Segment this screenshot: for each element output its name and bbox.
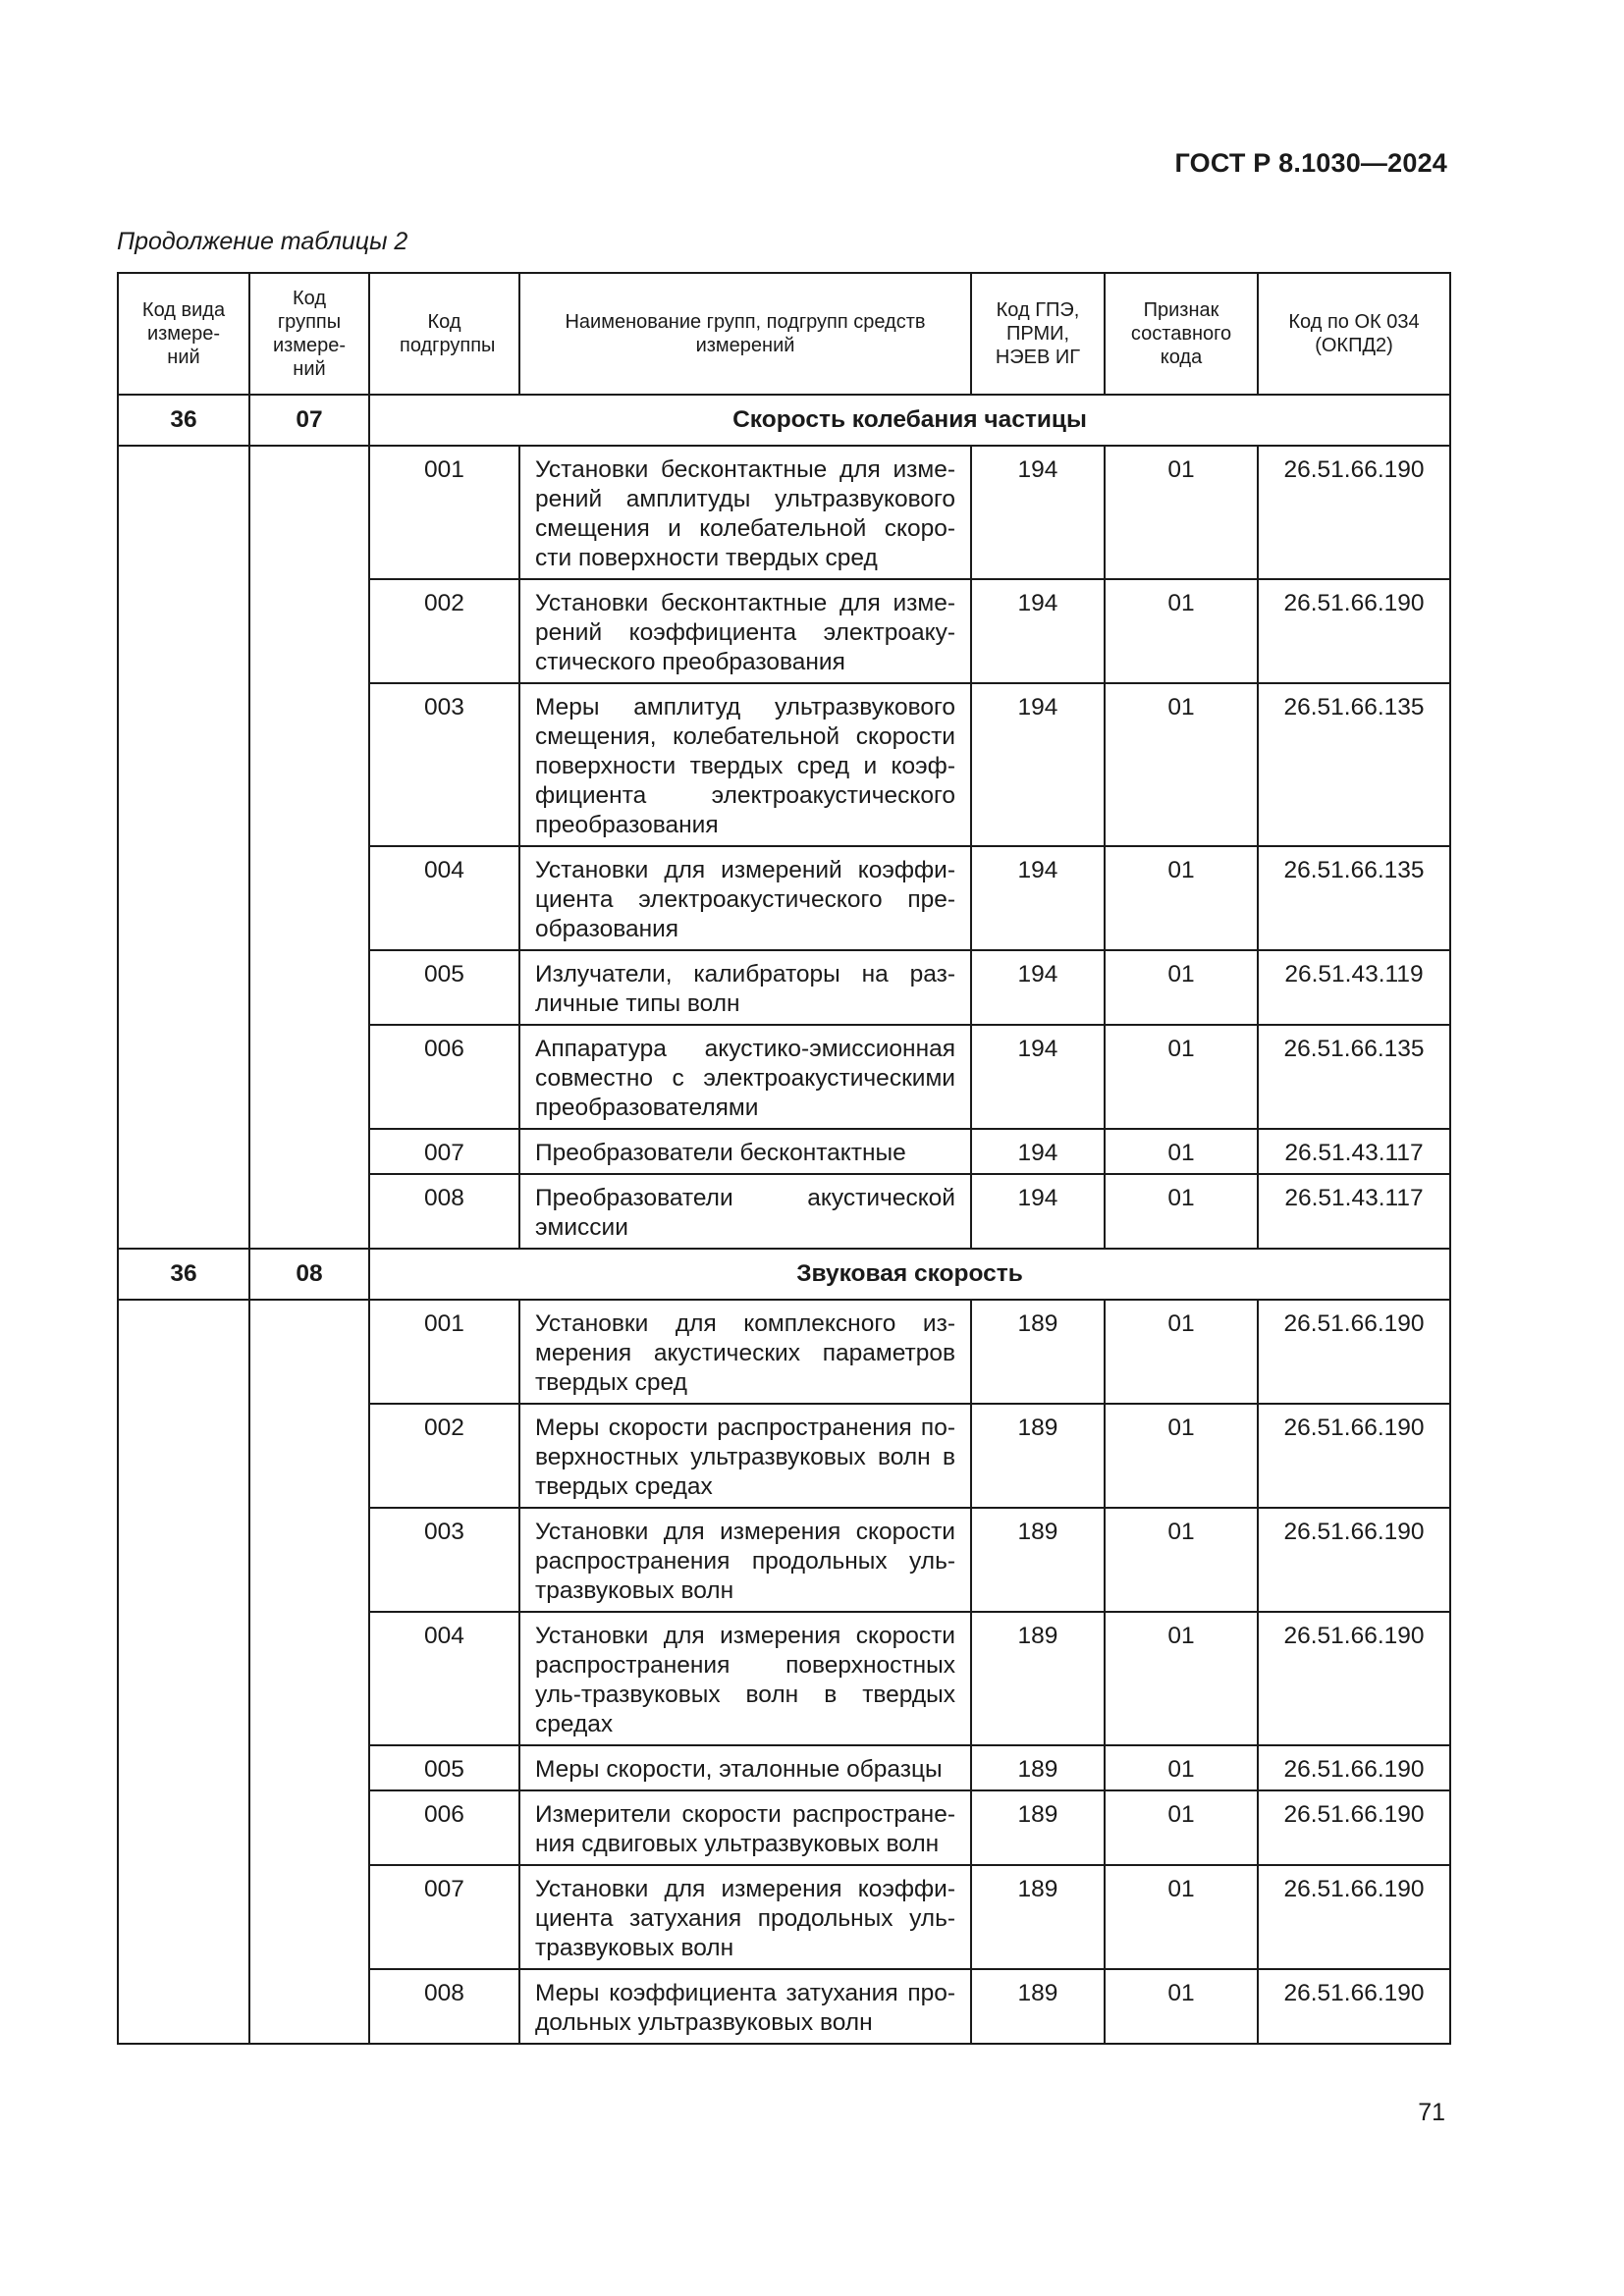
okpd2-code: 26.51.66.135 (1258, 683, 1450, 846)
gpe-code: 189 (971, 1300, 1105, 1404)
subgroup-code: 001 (369, 1300, 519, 1404)
subgroup-name: Установки бесконтактные для изме-рений коэффициента электроаку-стического преобразования (519, 579, 971, 683)
gpe-code: 189 (971, 1745, 1105, 1790)
composite-sign: 01 (1105, 446, 1258, 579)
subgroup-name: Преобразователи акустической эмиссии (519, 1174, 971, 1249)
composite-sign: 01 (1105, 1174, 1258, 1249)
group-view-code: 36 (118, 395, 249, 446)
gpe-code: 194 (971, 1129, 1105, 1174)
composite-sign: 01 (1105, 950, 1258, 1025)
okpd2-code: 26.51.66.190 (1258, 1969, 1450, 2044)
okpd2-code: 26.51.66.135 (1258, 846, 1450, 950)
subgroup-name: Установки для комплексного из-мерения акустических параметров твердых сред (519, 1300, 971, 1404)
table-row (118, 446, 1450, 579)
composite-sign: 01 (1105, 683, 1258, 846)
subgroup-code: 004 (369, 1612, 519, 1745)
view-code-spacer (118, 1300, 249, 2044)
group-code-spacer (249, 1300, 369, 2044)
subgroup-code: 003 (369, 683, 519, 846)
okpd2-code: 26.51.43.119 (1258, 950, 1450, 1025)
okpd2-code: 26.51.66.190 (1258, 1404, 1450, 1508)
subgroup-name: Меры коэффициента затухания про-дольных ультразвуковых волн (519, 1969, 971, 2044)
column-header-view-code: Код вида измере-ний (118, 273, 249, 395)
group-title: Скорость колебания частицы (369, 395, 1450, 446)
okpd2-code: 26.51.66.190 (1258, 1300, 1450, 1404)
okpd2-code: 26.51.66.190 (1258, 1865, 1450, 1969)
group-header-row (118, 395, 1450, 446)
subgroup-name: Измерители скорости распростране-ния сдвиговых ультразвуковых волн (519, 1790, 971, 1865)
composite-sign: 01 (1105, 1865, 1258, 1969)
gpe-code: 194 (971, 683, 1105, 846)
composite-sign: 01 (1105, 579, 1258, 683)
gpe-code: 189 (971, 1865, 1105, 1969)
composite-sign: 01 (1105, 1790, 1258, 1865)
subgroup-code: 004 (369, 846, 519, 950)
composite-sign: 01 (1105, 1129, 1258, 1174)
okpd2-code: 26.51.66.135 (1258, 1025, 1450, 1129)
okpd2-code: 26.51.43.117 (1258, 1129, 1450, 1174)
subgroup-code: 003 (369, 1508, 519, 1612)
page-number: 71 (1418, 2099, 1445, 2126)
subgroup-name: Установки бесконтактные для изме-рений амплитуды ультразвукового смещения и колебательной скоро-сти поверхности твердых сред (519, 446, 971, 579)
composite-sign: 01 (1105, 1969, 1258, 2044)
gpe-code: 189 (971, 1404, 1105, 1508)
gpe-code: 194 (971, 1174, 1105, 1249)
subgroup-code: 008 (369, 1969, 519, 2044)
gpe-code: 189 (971, 1612, 1105, 1745)
group-code: 08 (249, 1249, 369, 1300)
subgroup-name: Установки для измерения скорости распространения поверхностных уль-тразвуковых волн в твердых средах (519, 1612, 971, 1745)
standard-designation: ГОСТ Р 8.1030—2024 (1174, 148, 1447, 178)
subgroup-name: Аппаратура акустико-эмиссионная совместно с электроакустическими преобразователями (519, 1025, 971, 1129)
group-title: Звуковая скорость (369, 1249, 1450, 1300)
subgroup-code: 001 (369, 446, 519, 579)
composite-sign: 01 (1105, 1300, 1258, 1404)
subgroup-name: Меры амплитуд ультразвукового смещения, колебательной скорости поверхности твердых сред и коэф-фициента электроакустического преобразования (519, 683, 971, 846)
subgroup-code: 002 (369, 1404, 519, 1508)
composite-sign: 01 (1105, 1745, 1258, 1790)
composite-sign: 01 (1105, 1025, 1258, 1129)
table-caption: Продолжение таблицы 2 (117, 228, 408, 255)
column-header-composite-sign: Признак составного кода (1105, 273, 1258, 395)
subgroup-name: Излучатели, калибраторы на раз-личные типы волн (519, 950, 971, 1025)
okpd2-code: 26.51.66.190 (1258, 579, 1450, 683)
gpe-code: 194 (971, 846, 1105, 950)
subgroup-code: 007 (369, 1865, 519, 1969)
group-view-code: 36 (118, 1249, 249, 1300)
column-header-group-code: Код группы измере-ний (249, 273, 369, 395)
gpe-code: 194 (971, 1025, 1105, 1129)
subgroup-code: 006 (369, 1790, 519, 1865)
view-code-spacer (118, 446, 249, 1249)
composite-sign: 01 (1105, 846, 1258, 950)
okpd2-code: 26.51.43.117 (1258, 1174, 1450, 1249)
column-header-name: Наименование групп, подгрупп средств измерений (519, 273, 971, 395)
subgroup-code: 008 (369, 1174, 519, 1249)
okpd2-code: 26.51.66.190 (1258, 1612, 1450, 1745)
column-header-okpd2: Код по ОК 034 (ОКПД2) (1258, 273, 1450, 395)
table-header-row (118, 273, 1450, 395)
composite-sign: 01 (1105, 1508, 1258, 1612)
group-header-row (118, 1249, 1450, 1300)
composite-sign: 01 (1105, 1404, 1258, 1508)
okpd2-code: 26.51.66.190 (1258, 446, 1450, 579)
subgroup-name: Преобразователи бесконтактные (519, 1129, 971, 1174)
okpd2-code: 26.51.66.190 (1258, 1508, 1450, 1612)
gpe-code: 194 (971, 446, 1105, 579)
column-header-gpe-code: Код ГПЭ, ПРМИ, НЭЕВ ИГ (971, 273, 1105, 395)
gpe-code: 189 (971, 1969, 1105, 2044)
subgroup-name: Меры скорости распространения по-верхностных ультразвуковых волн в твердых средах (519, 1404, 971, 1508)
subgroup-code: 006 (369, 1025, 519, 1129)
gpe-code: 189 (971, 1790, 1105, 1865)
subgroup-name: Установки для измерения коэффи-циента затухания продольных уль-тразвуковых волн (519, 1865, 971, 1969)
subgroup-code: 007 (369, 1129, 519, 1174)
gpe-code: 194 (971, 950, 1105, 1025)
subgroup-code: 005 (369, 950, 519, 1025)
group-code: 07 (249, 395, 369, 446)
okpd2-code: 26.51.66.190 (1258, 1745, 1450, 1790)
table-row (118, 1300, 1450, 1404)
composite-sign: 01 (1105, 1612, 1258, 1745)
subgroup-code: 005 (369, 1745, 519, 1790)
okpd2-code: 26.51.66.190 (1258, 1790, 1450, 1865)
subgroup-code: 002 (369, 579, 519, 683)
gpe-code: 194 (971, 579, 1105, 683)
classification-table (117, 272, 1451, 2045)
column-header-subgroup-code: Код подгруппы (369, 273, 519, 395)
subgroup-name: Установки для измерения скорости распространения продольных уль-тразвуковых волн (519, 1508, 971, 1612)
group-code-spacer (249, 446, 369, 1249)
subgroup-name: Меры скорости, эталонные образцы (519, 1745, 971, 1790)
gpe-code: 189 (971, 1508, 1105, 1612)
subgroup-name: Установки для измерений коэффи-циента электроакустического пре-образования (519, 846, 971, 950)
